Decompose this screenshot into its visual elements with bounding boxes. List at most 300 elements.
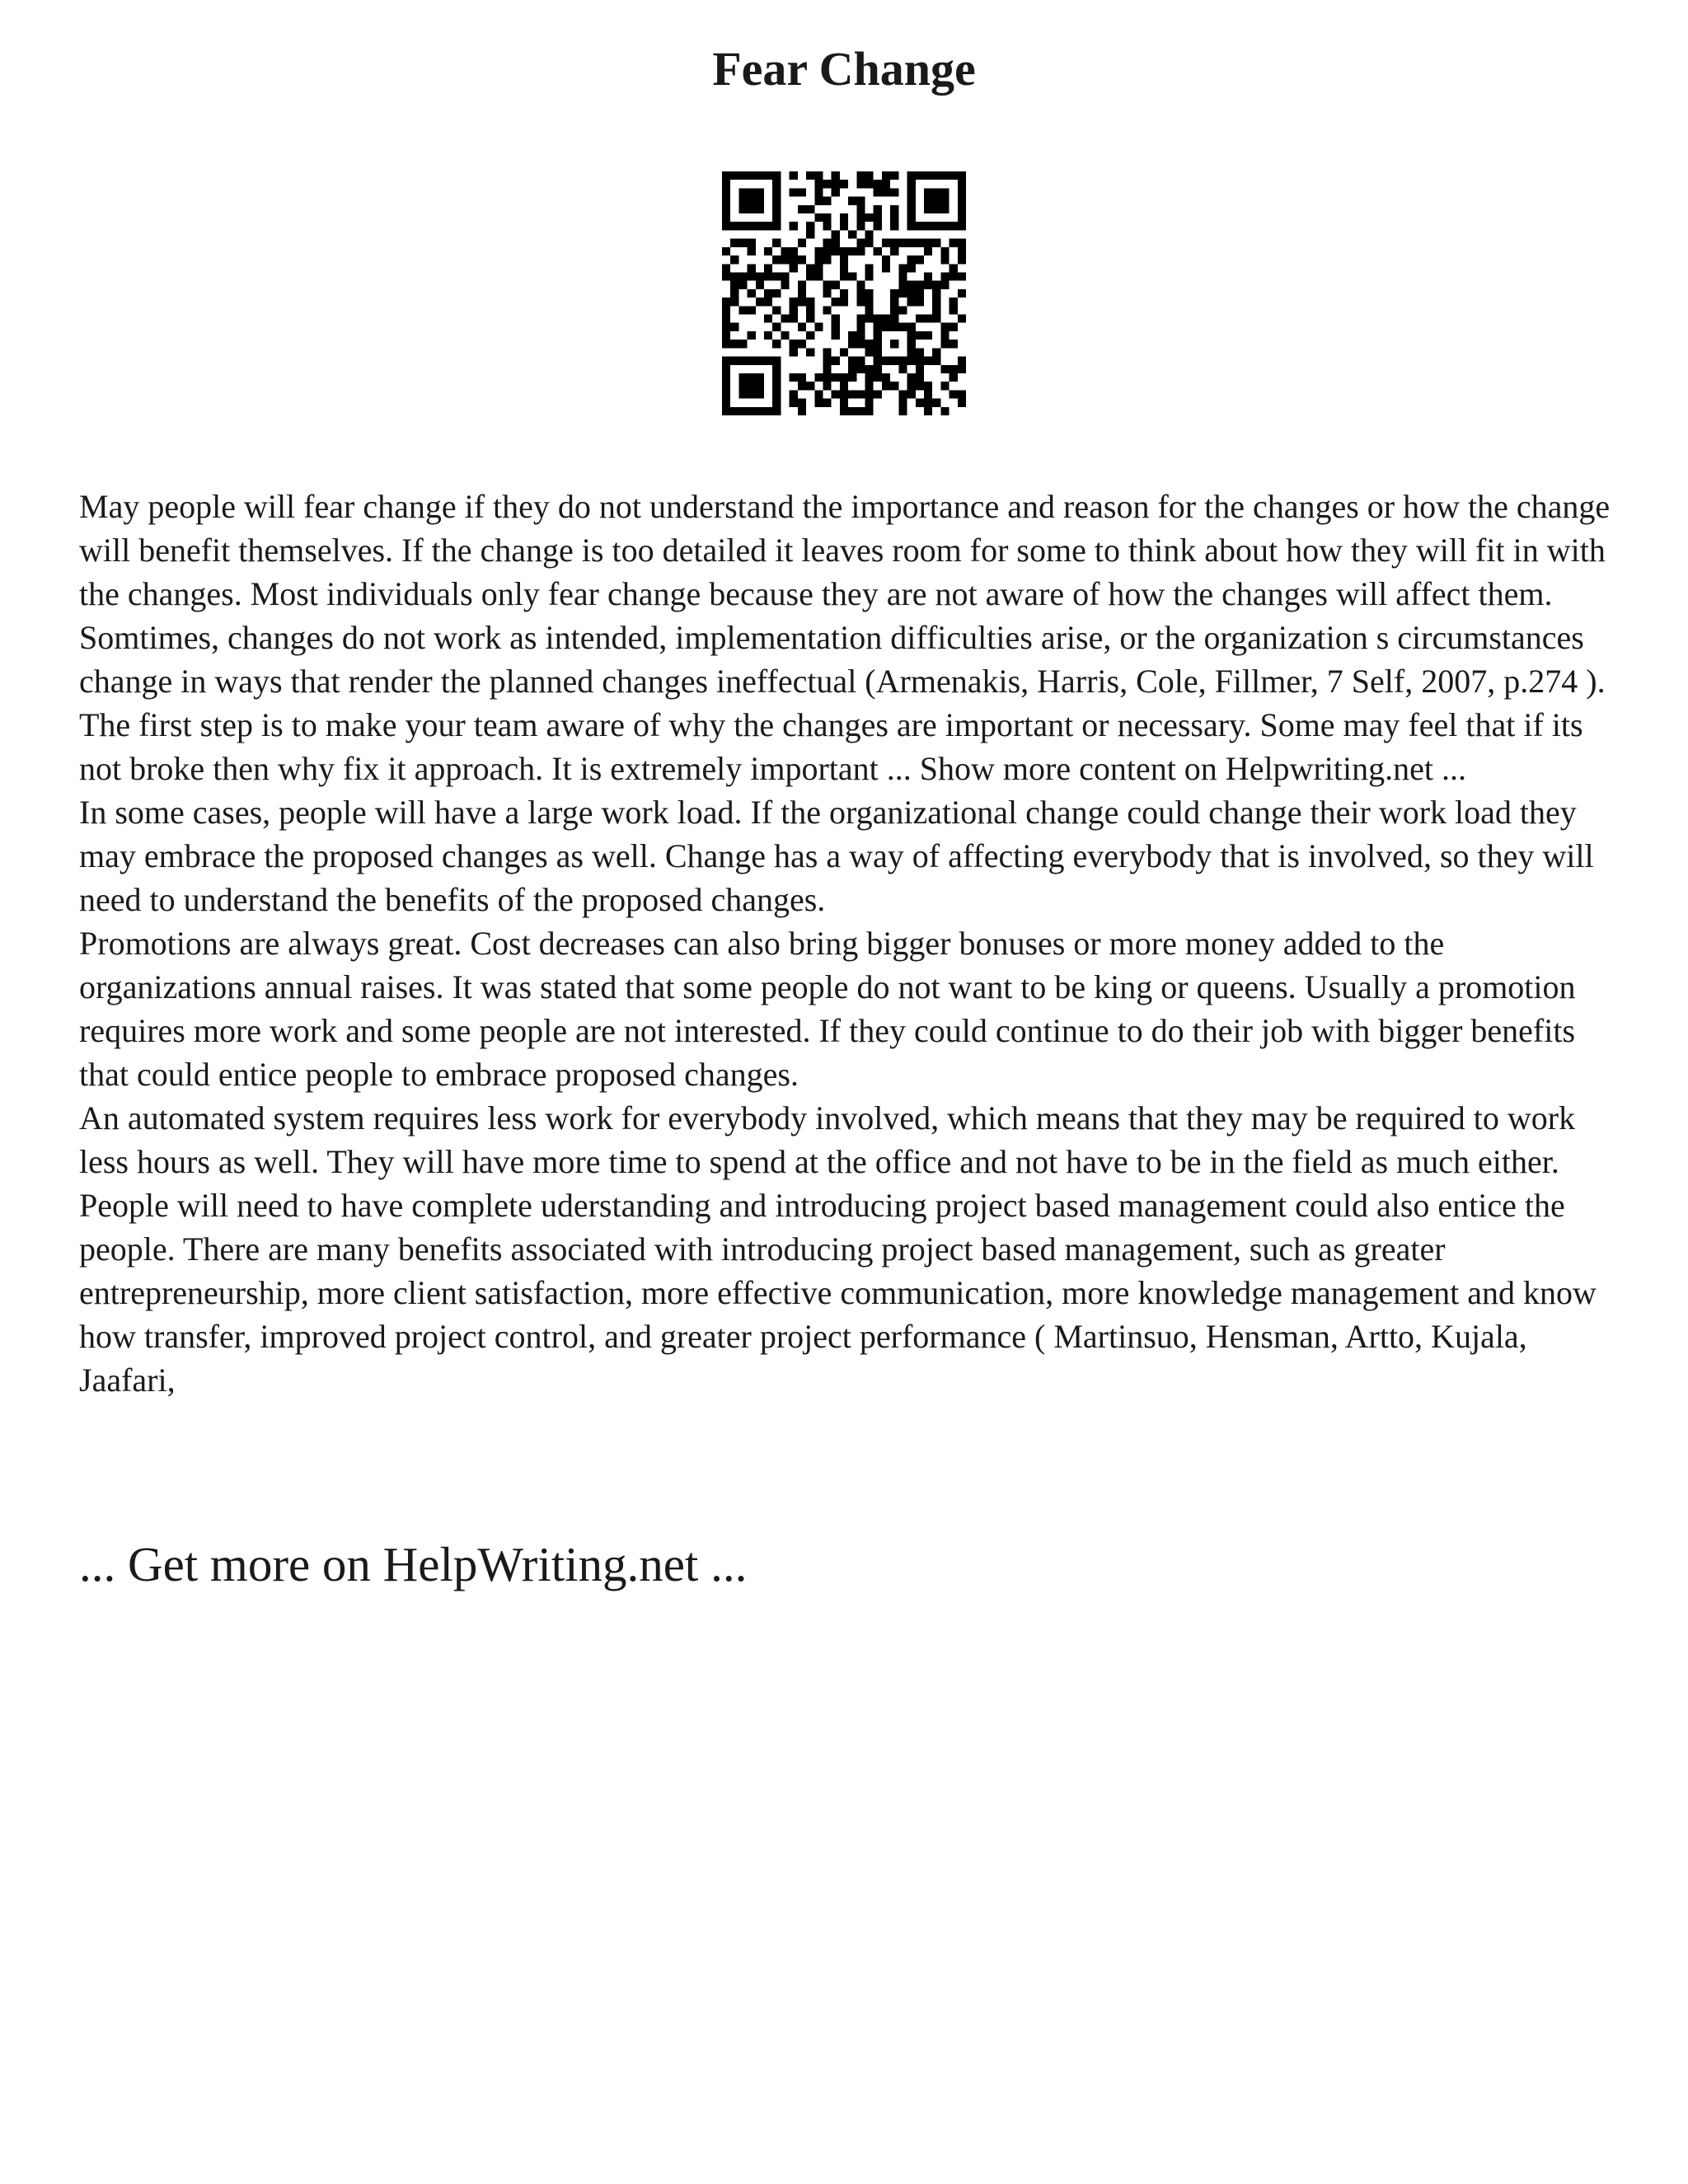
qr-module xyxy=(832,331,840,340)
qr-module xyxy=(748,222,756,230)
qr-module xyxy=(958,365,966,373)
qr-module xyxy=(814,197,823,205)
qr-module xyxy=(856,315,865,323)
qr-module xyxy=(832,281,840,289)
qr-module xyxy=(840,247,848,255)
qr-module xyxy=(790,348,798,356)
qr-module xyxy=(748,272,756,280)
qr-module xyxy=(898,365,907,373)
qr-module xyxy=(932,197,940,205)
qr-module xyxy=(738,373,747,382)
qr-module xyxy=(840,298,848,306)
qr-module xyxy=(730,357,738,365)
qr-module xyxy=(823,213,831,222)
qr-module xyxy=(907,323,916,331)
qr-module xyxy=(890,171,898,180)
qr-module xyxy=(916,357,924,365)
qr-module xyxy=(722,331,730,340)
qr-module xyxy=(916,255,924,264)
qr-module xyxy=(865,348,874,356)
qr-module xyxy=(940,247,949,255)
qr-module xyxy=(874,188,882,196)
qr-module xyxy=(748,390,756,398)
qr-module xyxy=(848,373,856,382)
qr-module xyxy=(924,171,932,180)
qr-module xyxy=(806,230,814,238)
qr-module xyxy=(865,213,874,222)
qr-module xyxy=(890,222,898,230)
qr-module xyxy=(856,331,865,340)
qr-module xyxy=(756,171,764,180)
qr-module xyxy=(840,289,848,298)
qr-module xyxy=(840,390,848,398)
qr-module xyxy=(823,197,831,205)
qr-module xyxy=(798,188,806,196)
qr-module xyxy=(814,323,823,331)
qr-module xyxy=(764,171,772,180)
qr-module xyxy=(772,382,781,390)
qr-module xyxy=(748,188,756,196)
qr-module xyxy=(738,407,747,415)
qr-module xyxy=(730,289,738,298)
qr-module xyxy=(738,272,747,280)
qr-module xyxy=(781,272,789,280)
qr-module xyxy=(748,247,756,255)
qr-module xyxy=(730,298,738,306)
body-paragraph: An automated system requires less work for everybody involved, which means that they may be required to work less hours as well. They will have more time to spend at the office and not have to be in the field as much either. People will need to have complete uderstanding and introducing project based management could also entice the people. There are many benefits associated with introducing project based management, such as greater entrepreneurship, more client satisfaction, more effective communication, more knowledge management and know how transfer, improved project control, and greater project performance ( Martinsuo, Hensman, Artto, Kujala, Jaafari, xyxy=(79,1099,1597,1399)
qr-module xyxy=(790,315,798,323)
qr-module xyxy=(806,171,814,180)
qr-module xyxy=(856,247,865,255)
qr-module xyxy=(738,205,747,213)
qr-module xyxy=(798,298,806,306)
document-body xyxy=(79,485,1629,1402)
qr-module xyxy=(958,197,966,205)
qr-module xyxy=(848,340,856,348)
qr-module xyxy=(764,247,772,255)
qr-module xyxy=(882,171,890,180)
qr-module xyxy=(730,281,738,289)
qr-module xyxy=(916,365,924,373)
qr-module xyxy=(898,306,907,314)
qr-module xyxy=(916,171,924,180)
qr-module xyxy=(756,197,764,205)
qr-module xyxy=(790,298,798,306)
qr-module xyxy=(738,222,747,230)
qr-module xyxy=(958,247,966,255)
qr-module xyxy=(882,382,890,390)
qr-module xyxy=(882,264,890,272)
qr-module xyxy=(907,331,916,340)
qr-module xyxy=(722,306,730,314)
qr-module xyxy=(882,315,890,323)
qr-module xyxy=(840,373,848,382)
body-paragraph: In some cases, people will have a large work load. If the organizational change could change their work load they may embrace the proposed changes as well. Change has a way of affecting everybody that is involved, so they will need to understand the benefits of the proposed changes. xyxy=(79,794,1594,918)
qr-module xyxy=(958,180,966,188)
qr-module xyxy=(898,239,907,247)
qr-module xyxy=(840,407,848,415)
qr-module xyxy=(772,255,781,264)
qr-module xyxy=(907,264,916,272)
qr-module xyxy=(840,272,848,280)
qr-module xyxy=(898,281,907,289)
qr-module xyxy=(840,213,848,222)
body-paragraph: The first step is to make your team aware of why the changes are important or necessary. Some may feel that if its not broke then why fix it approach. It is extremely important ... Show more content on Helpwriting.net ... xyxy=(79,706,1583,787)
qr-module xyxy=(772,213,781,222)
qr-module xyxy=(950,365,958,373)
qr-module xyxy=(772,180,781,188)
qr-module xyxy=(738,171,747,180)
qr-module xyxy=(798,289,806,298)
qr-module xyxy=(916,289,924,298)
qr-module xyxy=(832,247,840,255)
qr-module xyxy=(772,390,781,398)
qr-module xyxy=(823,255,831,264)
body-paragraph: Promotions are always great. Cost decreases can also bring bigger bonuses or more money added to the organizations annual raises. It was stated that some people do not want to be king or queens. Usually a promotion requires more work and some people are not interested. If they could continue to do their job with bigger benefits that could entice people to embrace proposed changes. xyxy=(79,925,1576,1093)
qr-module xyxy=(722,264,730,272)
qr-module xyxy=(940,205,949,213)
qr-module xyxy=(806,264,814,272)
qr-module xyxy=(932,306,940,314)
qr-module xyxy=(764,222,772,230)
qr-module xyxy=(907,205,916,213)
qr-module xyxy=(823,382,831,390)
qr-module xyxy=(790,188,798,196)
qr-module xyxy=(722,365,730,373)
qr-module xyxy=(823,365,831,373)
qr-module xyxy=(907,180,916,188)
qr-module xyxy=(823,399,831,407)
qr-module xyxy=(890,247,898,255)
qr-module xyxy=(932,348,940,356)
qr-module xyxy=(772,340,781,348)
qr-module xyxy=(856,298,865,306)
qr-module xyxy=(932,188,940,196)
qr-module xyxy=(722,373,730,382)
qr-module xyxy=(823,239,831,247)
qr-module xyxy=(856,365,865,373)
qr-module xyxy=(738,188,747,196)
qr-module xyxy=(882,373,890,382)
qr-module xyxy=(940,365,949,373)
qr-module xyxy=(798,255,806,264)
qr-module xyxy=(907,289,916,298)
qr-module xyxy=(722,407,730,415)
qr-module xyxy=(738,281,747,289)
qr-module xyxy=(722,340,730,348)
qr-module xyxy=(907,348,916,356)
qr-module xyxy=(898,264,907,272)
qr-module xyxy=(756,272,764,280)
qr-module xyxy=(790,390,798,398)
qr-module xyxy=(865,399,874,407)
qr-module xyxy=(924,281,932,289)
qr-module xyxy=(932,205,940,213)
qr-module xyxy=(856,222,865,230)
qr-module xyxy=(924,407,932,415)
qr-module xyxy=(874,247,882,255)
qr-module xyxy=(865,264,874,272)
qr-module xyxy=(722,298,730,306)
qr-module xyxy=(890,239,898,247)
qr-module xyxy=(958,205,966,213)
qr-module xyxy=(790,399,798,407)
qr-module xyxy=(950,390,958,398)
qr-module xyxy=(772,205,781,213)
qr-module xyxy=(932,239,940,247)
qr-module xyxy=(722,399,730,407)
qr-module xyxy=(898,323,907,331)
qr-module xyxy=(898,357,907,365)
qr-module xyxy=(874,340,882,348)
qr-module xyxy=(823,289,831,298)
qr-module xyxy=(924,247,932,255)
qr-module xyxy=(907,340,916,348)
qr-module xyxy=(848,390,856,398)
qr-module xyxy=(848,230,856,238)
qr-module xyxy=(832,230,840,238)
qr-module xyxy=(806,272,814,280)
qr-module xyxy=(814,180,823,188)
qr-module xyxy=(814,171,823,180)
qr-module xyxy=(730,222,738,230)
qr-module xyxy=(814,188,823,196)
qr-module xyxy=(756,222,764,230)
qr-module xyxy=(730,323,738,331)
qr-module xyxy=(924,390,932,398)
qr-module xyxy=(798,407,806,415)
qr-module xyxy=(790,255,798,264)
qr-module xyxy=(730,272,738,280)
document-title: Fear Change xyxy=(712,42,976,96)
qr-module xyxy=(764,264,772,272)
qr-module xyxy=(890,306,898,314)
qr-module xyxy=(932,171,940,180)
qr-module xyxy=(907,357,916,365)
qr-module xyxy=(840,399,848,407)
qr-module xyxy=(958,188,966,196)
qr-module xyxy=(814,390,823,398)
qr-module xyxy=(932,298,940,306)
qr-module xyxy=(798,323,806,331)
qr-module xyxy=(907,382,916,390)
qr-module xyxy=(874,365,882,373)
qr-module xyxy=(832,180,840,188)
qr-module xyxy=(832,188,840,196)
qr-module xyxy=(790,340,798,348)
qr-module xyxy=(958,239,966,247)
qr-module xyxy=(814,272,823,280)
qr-module xyxy=(950,298,958,306)
qr-module xyxy=(764,357,772,365)
qr-module xyxy=(722,247,730,255)
qr-module xyxy=(722,357,730,365)
qr-module xyxy=(890,213,898,222)
qr-module xyxy=(730,239,738,247)
qr-module xyxy=(907,239,916,247)
qr-module xyxy=(865,340,874,348)
qr-module xyxy=(865,382,874,390)
qr-module xyxy=(890,382,898,390)
qr-module xyxy=(932,222,940,230)
qr-module xyxy=(856,197,865,205)
qr-module xyxy=(781,315,789,323)
qr-module xyxy=(950,272,958,280)
qr-module xyxy=(848,407,856,415)
qr-module xyxy=(890,357,898,365)
qr-module xyxy=(940,272,949,280)
qr-module xyxy=(722,205,730,213)
qr-module xyxy=(848,272,856,280)
qr-module xyxy=(865,306,874,314)
qr-module xyxy=(756,298,764,306)
qr-module xyxy=(865,373,874,382)
qr-module xyxy=(856,180,865,188)
qr-module xyxy=(823,180,831,188)
qr-module xyxy=(722,272,730,280)
qr-module xyxy=(823,247,831,255)
qr-module xyxy=(764,272,772,280)
qr-module xyxy=(890,188,898,196)
qr-module xyxy=(865,272,874,280)
qr-module xyxy=(722,382,730,390)
qr-module xyxy=(738,390,747,398)
qr-module xyxy=(832,171,840,180)
qr-module xyxy=(856,390,865,398)
qr-module xyxy=(806,298,814,306)
qr-module xyxy=(748,239,756,247)
qr-module xyxy=(907,213,916,222)
qr-module xyxy=(772,357,781,365)
qr-module xyxy=(907,188,916,196)
qr-module xyxy=(840,180,848,188)
qr-module xyxy=(874,213,882,222)
qr-module xyxy=(756,205,764,213)
qr-module xyxy=(848,365,856,373)
qr-module xyxy=(907,255,916,264)
qr-module xyxy=(916,281,924,289)
qr-module xyxy=(916,239,924,247)
qr-module xyxy=(772,373,781,382)
qr-module xyxy=(856,407,865,415)
qr-module xyxy=(722,180,730,188)
qr-module xyxy=(856,357,865,365)
qr-module xyxy=(823,281,831,289)
qr-module xyxy=(940,382,949,390)
get-more-link[interactable]: ... Get more on HelpWriting.net ... xyxy=(79,1537,748,1591)
qr-module xyxy=(932,281,940,289)
qr-module xyxy=(916,222,924,230)
qr-module xyxy=(940,281,949,289)
qr-module xyxy=(874,205,882,213)
qr-code-icon[interactable] xyxy=(722,171,966,415)
qr-module xyxy=(856,281,865,289)
qr-module xyxy=(898,390,907,398)
qr-module xyxy=(764,315,772,323)
qr-module xyxy=(874,357,882,365)
qr-module xyxy=(856,239,865,247)
qr-module xyxy=(790,264,798,272)
qr-module xyxy=(848,357,856,365)
qr-module xyxy=(738,340,747,348)
qr-module xyxy=(882,188,890,196)
qr-module xyxy=(865,230,874,238)
qr-module xyxy=(865,239,874,247)
qr-module xyxy=(958,171,966,180)
qr-module xyxy=(832,315,840,323)
qr-module xyxy=(806,348,814,356)
qr-module xyxy=(748,407,756,415)
qr-module xyxy=(722,213,730,222)
qr-module xyxy=(781,281,789,289)
qr-module xyxy=(840,348,848,356)
qr-module xyxy=(916,348,924,356)
qr-module xyxy=(874,315,882,323)
qr-module xyxy=(772,323,781,331)
qr-module xyxy=(814,399,823,407)
qr-module xyxy=(722,315,730,323)
qr-module xyxy=(907,390,916,398)
qr-module xyxy=(756,390,764,398)
qr-module xyxy=(958,399,966,407)
qr-module xyxy=(924,331,932,340)
qr-module xyxy=(772,222,781,230)
qr-module xyxy=(748,264,756,272)
qr-module xyxy=(748,373,756,382)
qr-module xyxy=(738,197,747,205)
qr-module xyxy=(958,357,966,365)
qr-module xyxy=(832,373,840,382)
qr-module xyxy=(748,197,756,205)
qr-module xyxy=(958,213,966,222)
qr-module xyxy=(832,298,840,306)
qr-module xyxy=(772,365,781,373)
qr-module xyxy=(950,222,958,230)
qr-module xyxy=(958,289,966,298)
qr-module xyxy=(856,289,865,298)
qr-module xyxy=(823,348,831,356)
qr-module xyxy=(916,373,924,382)
qr-module xyxy=(916,382,924,390)
qr-module xyxy=(764,407,772,415)
qr-module xyxy=(814,373,823,382)
qr-module xyxy=(940,188,949,196)
qr-module xyxy=(940,407,949,415)
qr-module xyxy=(832,390,840,398)
qr-module xyxy=(940,331,949,340)
qr-module xyxy=(856,205,865,213)
qr-module xyxy=(748,331,756,340)
qr-module xyxy=(890,289,898,298)
qr-module xyxy=(924,205,932,213)
qr-module xyxy=(924,399,932,407)
qr-module xyxy=(848,331,856,340)
qr-module xyxy=(958,222,966,230)
qr-module xyxy=(907,222,916,230)
qr-module xyxy=(798,399,806,407)
qr-module xyxy=(874,180,882,188)
qr-module xyxy=(898,272,907,280)
qr-module xyxy=(874,331,882,340)
qr-module xyxy=(932,399,940,407)
qr-module xyxy=(865,289,874,298)
qr-module xyxy=(907,197,916,205)
qr-module xyxy=(874,373,882,382)
qr-module xyxy=(958,272,966,280)
qr-module xyxy=(798,382,806,390)
qr-module xyxy=(916,399,924,407)
qr-module xyxy=(848,197,856,205)
